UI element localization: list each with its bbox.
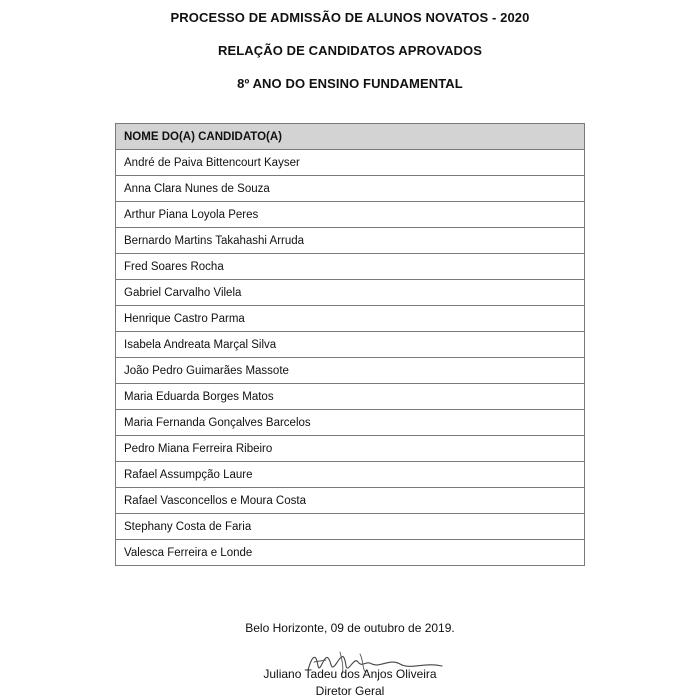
table-row	[116, 358, 585, 384]
table-row	[116, 254, 585, 280]
grade-title: 8º ANO DO ENSINO FUNDAMENTAL	[237, 76, 463, 91]
table-row	[116, 540, 585, 566]
document-title-block	[0, 8, 700, 107]
candidate-name: Isabela Andreata Marçal Silva	[116, 332, 585, 358]
table-row	[116, 436, 585, 462]
table-row	[116, 462, 585, 488]
table-row	[116, 228, 585, 254]
table-header-row	[116, 124, 585, 150]
table-row	[116, 306, 585, 332]
candidate-name: Pedro Miana Ferreira Ribeiro	[116, 436, 585, 462]
table-row	[116, 176, 585, 202]
candidate-name: Rafael Vasconcellos e Moura Costa	[116, 488, 585, 514]
candidate-name: Rafael Assumpção Laure	[116, 462, 585, 488]
candidate-name: André de Paiva Bittencourt Kayser	[116, 150, 585, 176]
table-row	[116, 488, 585, 514]
table-row	[116, 384, 585, 410]
list-title: RELAÇÃO DE CANDIDATOS APROVADOS	[217, 43, 483, 58]
signer-role: Diretor Geral	[315, 684, 385, 698]
candidate-name: Valesca Ferreira e Londe	[116, 540, 585, 566]
table-row	[116, 150, 585, 176]
candidate-name: Bernardo Martins Takahashi Arruda	[116, 228, 585, 254]
candidate-name: Henrique Castro Parma	[116, 306, 585, 332]
candidate-name: João Pedro Guimarães Massote	[116, 358, 585, 384]
candidate-name: Fred Soares Rocha	[116, 254, 585, 280]
column-header-candidate-name: NOME DO(A) CANDIDATO(A)	[116, 124, 585, 150]
candidate-name: Gabriel Carvalho Vilela	[116, 280, 585, 306]
candidate-name: Maria Eduarda Borges Matos	[116, 384, 585, 410]
table-row	[116, 332, 585, 358]
candidate-name: Anna Clara Nunes de Souza	[116, 176, 585, 202]
table-row	[116, 280, 585, 306]
table-row	[116, 514, 585, 540]
table-row	[116, 410, 585, 436]
candidate-name: Arthur Piana Loyola Peres	[116, 202, 585, 228]
process-title: PROCESSO DE ADMISSÃO DE ALUNOS NOVATOS - 2020	[170, 10, 530, 25]
candidate-name: Maria Fernanda Gonçalves Barcelos	[116, 410, 585, 436]
place-and-date: Belo Horizonte, 09 de outubro de 2019.	[245, 621, 455, 635]
candidate-name: Stephany Costa de Faria	[116, 514, 585, 540]
signer-name: Juliano Tadeu dos Anjos Oliveira	[263, 667, 437, 681]
table-row	[116, 202, 585, 228]
candidates-table	[115, 123, 585, 566]
